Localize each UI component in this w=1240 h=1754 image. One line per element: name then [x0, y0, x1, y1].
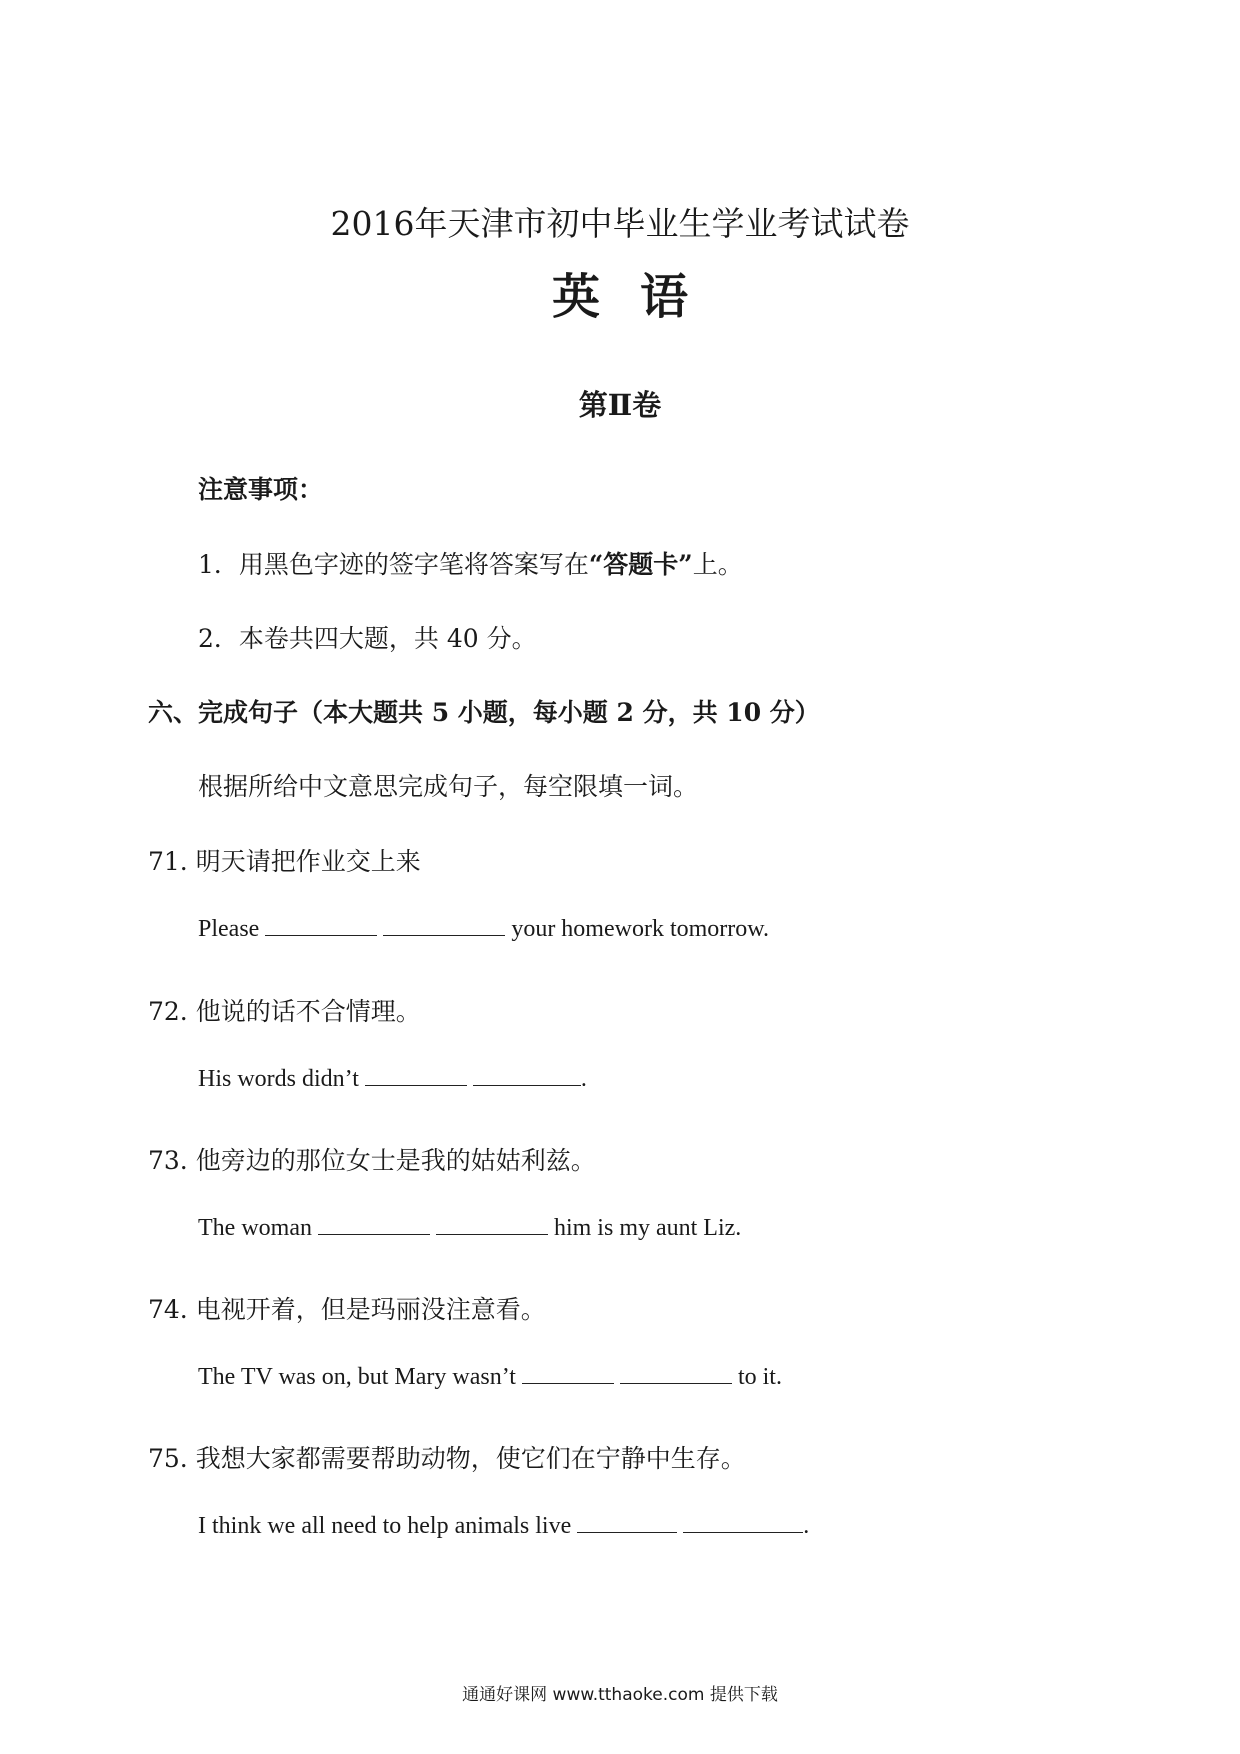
answer-blank[interactable] — [365, 1067, 467, 1086]
question-75-sentence — [198, 1513, 809, 1540]
subject-title: 英语 — [551, 269, 728, 325]
answer-blank[interactable] — [473, 1067, 581, 1086]
question-74-prompt: 74. 电视开着，但是玛丽没注意看。 — [148, 1295, 546, 1324]
question-72-before: His words didn’t — [198, 1066, 359, 1092]
note-item-1-prefix: 1．用黑色字迹的签字笔将答案写在 — [198, 550, 589, 579]
question-75-prompt: 75. 我想大家都需要帮助动物，使它们在宁静中生存。 — [148, 1444, 746, 1473]
answer-blank[interactable] — [620, 1365, 732, 1384]
answer-blank[interactable] — [683, 1514, 803, 1533]
answer-blank[interactable] — [436, 1216, 548, 1235]
question-71-after: your homework tomorrow. — [511, 916, 770, 942]
notes-heading: 注意事项： — [198, 475, 324, 504]
answer-blank[interactable] — [522, 1365, 614, 1384]
answer-blank[interactable] — [265, 917, 377, 936]
note-item-1-bold: “答题卡” — [588, 550, 693, 579]
note-item-1-suffix: 上。 — [692, 550, 743, 579]
answer-blank[interactable] — [318, 1216, 430, 1235]
section-heading: 六、完成句子（本大题共 5 小题，每小题 2 分，共 10 分） — [148, 698, 820, 727]
question-73-prompt: 73. 他旁边的那位女士是我的姑姑利兹。 — [148, 1146, 596, 1175]
question-75-after: . — [803, 1513, 810, 1539]
note-item-2: 2．本卷共四大题，共 40 分。 — [198, 624, 537, 653]
volume-title: 第Ⅱ卷 — [578, 388, 662, 422]
note-item-1 — [198, 545, 743, 581]
question-72-prompt: 72. 他说的话不合情理。 — [148, 997, 421, 1026]
question-73-sentence — [198, 1215, 741, 1242]
footer-watermark: 通通好课网 www.tthaoke.com 提供下载 — [462, 1685, 778, 1705]
question-71-sentence — [198, 916, 769, 943]
question-71-before: Please — [198, 916, 260, 942]
question-72-after: . — [580, 1066, 587, 1092]
exam-title: 2016年天津市初中毕业生学业考试试卷 — [330, 204, 910, 243]
answer-blank[interactable] — [383, 917, 505, 936]
question-73-before: The woman — [198, 1215, 312, 1241]
question-74-before: The TV was on, but Mary wasn’t — [198, 1364, 516, 1390]
section-instruction: 根据所给中文意思完成句子，每空限填一词。 — [198, 772, 699, 801]
question-74-after: to it. — [737, 1364, 782, 1390]
question-73-after: him is my aunt Liz. — [553, 1215, 742, 1241]
question-71-prompt: 71. 明天请把作业交上来 — [148, 847, 421, 876]
question-72-sentence — [198, 1066, 587, 1093]
question-75-before: I think we all need to help animals live — [198, 1513, 572, 1539]
answer-blank[interactable] — [577, 1514, 677, 1533]
question-74-sentence — [198, 1364, 782, 1391]
